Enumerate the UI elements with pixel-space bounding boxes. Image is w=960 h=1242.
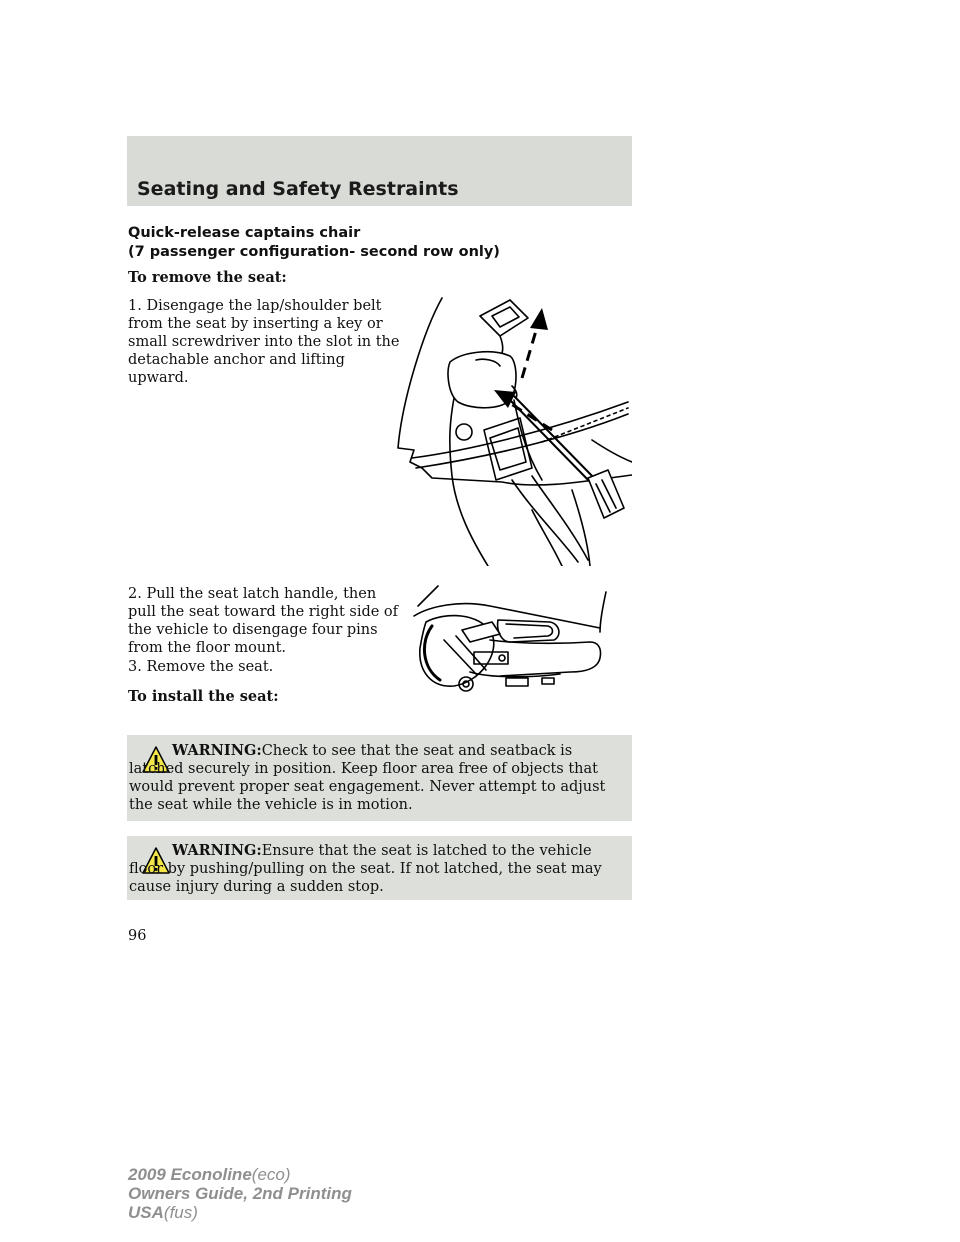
section-title-line-2: (7 passenger configuration- second row only) (128, 244, 500, 260)
step-2-line: 2. Pull the seat latch handle, then (128, 586, 377, 602)
document-footer (128, 1165, 352, 1222)
warning-body: Check to see that the seat and seatback is latched securely in position. Keep floor area free of objects that would prevent proper seat engagement. Never attempt to adjust the seat while the vehicle is in motion. (129, 743, 606, 813)
install-seat-heading: To install the seat: (128, 688, 279, 705)
step-1-line: small screwdriver into the slot in the (128, 334, 400, 350)
footer-model-code: (eco) (251, 1165, 291, 1184)
step-2-line: from the floor mount. (128, 640, 287, 656)
step-1-line: 1. Disengage the lap/shoulder belt (128, 298, 382, 314)
step-1-text (128, 297, 399, 387)
footer-guide: Owners Guide, 2nd Printing (128, 1184, 352, 1203)
footer-market-code: (fus) (163, 1203, 198, 1222)
warning-text-2 (129, 842, 626, 896)
step-2-line: pull the seat toward the right side of (128, 604, 399, 620)
belt-anchor-screwdriver-illustration (392, 290, 632, 566)
footer-model: 2009 Econoline (128, 1165, 252, 1184)
section-header-bar (127, 136, 632, 206)
warning-label: WARNING: (172, 842, 262, 859)
footer-market: USA (128, 1203, 164, 1222)
step-3-text: 3. Remove the seat. (128, 659, 274, 675)
page-number: 96 (128, 928, 147, 944)
step-2-text (128, 585, 398, 657)
section-title-line-1: Quick-release captains chair (128, 225, 361, 241)
remove-seat-heading: To remove the seat: (128, 269, 287, 286)
step-1-line: from the seat by inserting a key or (128, 316, 383, 332)
step-1-line: upward. (128, 370, 189, 386)
warning-box-2 (127, 836, 632, 900)
step-1-line: detachable anchor and lifting (128, 352, 345, 368)
warning-text-1 (129, 742, 626, 814)
warning-body: Ensure that the seat is latched to the vehicle floor by pushing/pulling on the seat. If not latched, the seat may cause injury during a sudden stop. (129, 843, 602, 895)
section-header-title: Seating and Safety Restraints (137, 178, 459, 200)
section-title (128, 224, 500, 262)
step-2-line: the vehicle to disengage four pins (128, 622, 378, 638)
seat-latch-handle-illustration (410, 582, 610, 694)
warning-box-1 (127, 735, 632, 821)
warning-label: WARNING: (172, 742, 262, 759)
